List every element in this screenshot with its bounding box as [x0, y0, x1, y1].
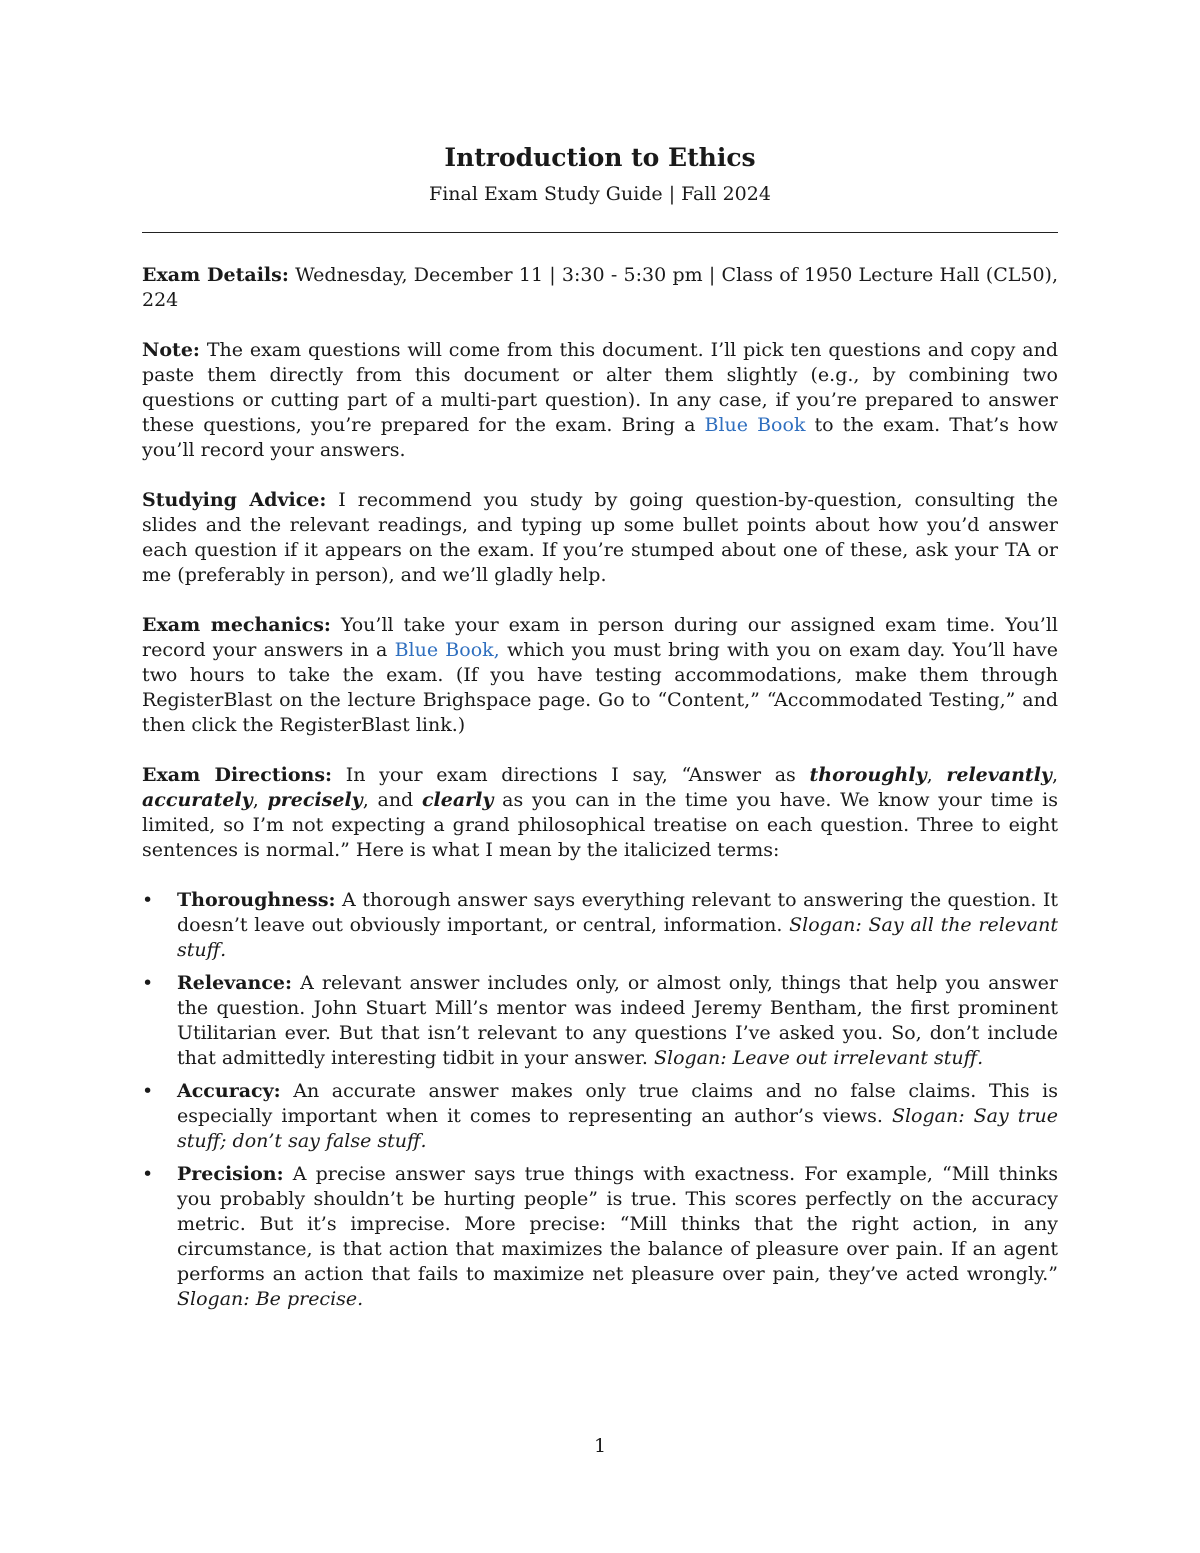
- term-separator: ,: [1051, 764, 1059, 786]
- criterion-text: A thorough answer says everything relevant to answering the question. It doesn’t leave out obviously important, or central, information.: [177, 889, 1058, 936]
- blue-book-link[interactable]: Blue Book: [704, 414, 806, 436]
- bullet-icon: •: [142, 972, 154, 994]
- exam-details-paragraph: [142, 263, 1058, 313]
- criterion-label: Thoroughness:: [177, 889, 336, 911]
- list-item: [142, 1079, 1058, 1154]
- term-relevantly: relevantly: [946, 764, 1052, 786]
- title-divider: [142, 232, 1058, 233]
- exam-mechanics-paragraph: [142, 613, 1058, 738]
- blue-book-link-2[interactable]: Blue Book,: [394, 639, 500, 661]
- exam-details-label: Exam Details:: [142, 264, 289, 286]
- exam-mechanics-text-end: which you must bring with you on exam day. You’ll have two hours to take the exam. (If you have testing accommodations, make them through RegisterBlast on the lecture Brighspace page. Go to “Content,” “Accommodated Testing,” and then click the RegisterBlast link.): [142, 639, 1059, 736]
- criterion-slogan: Slogan: Say all the relevant stuff.: [177, 914, 1059, 961]
- criterion-text: A relevant answer includes only, or almost only, things that help you answer the question. John Stuart Mill’s mentor was indeed Jeremy Bentham, the first prominent Utilitarian ever. But that isn’t relevant to any questions I’ve asked you. So, don’t include that admittedly interesting tidbit in your answer.: [177, 972, 1058, 1069]
- page-number: 1: [593, 1435, 607, 1457]
- criterion-slogan: Slogan: Leave out irrelevant stuff.: [653, 1047, 984, 1069]
- note-paragraph: [142, 338, 1058, 463]
- criterion-label: Precision:: [177, 1163, 284, 1185]
- criterion-text: An accurate answer makes only true claims and no false claims. This is especially important when it comes to representing an author’s views.: [177, 1080, 1058, 1127]
- exam-mechanics-label: Exam mechanics:: [142, 614, 331, 636]
- note-label: Note:: [142, 339, 200, 361]
- exam-directions-text-end: as you can in the time you have. We know your time is limited, so I’m not expecting a grand philosophical treatise on each question. Three to eight sentences is normal.” Here is what I mean by the italicized terms:: [142, 789, 1058, 861]
- page-content: [142, 140, 1058, 1320]
- studying-advice-text: I recommend you study by going question-by-question, consulting the slides and the relevant readings, and typing up some bullet points about how you’d answer each question if it appears on the exam. If you’re stumped about one of these, ask your TA or me (preferably in person), and we’ll gladly help.: [142, 489, 1058, 586]
- term-separator: ,: [252, 789, 259, 811]
- term-clearly: clearly: [421, 789, 494, 811]
- studying-advice-paragraph: [142, 488, 1058, 588]
- criterion-text: A precise answer says true things with exactness. For example, “Mill thinks you probably shouldn’t be hurting people” is true. This scores perfectly on the accuracy metric. But it’s imprecise. More precise: “Mill thinks that the right action, in any circumstance, is that action that maximizes the balance of pleasure over pain. If an agent performs an action that fails to maximize net pleasure over pain, they’ve acted wrongly.”: [177, 1163, 1058, 1285]
- exam-directions-text: In your exam directions I say, “Answer as: [345, 764, 796, 786]
- term-precisely: precisely: [267, 789, 363, 811]
- bullet-icon: •: [142, 1163, 154, 1185]
- note-text: The exam questions will come from this document. I’ll pick ten questions and copy and paste them directly from this document or alter them slightly (e.g., by combining two questions or cutting part of a multi-part question). In any case, if you’re prepared to answer these questions, you’re prepared for the exam. Bring a: [142, 339, 1058, 436]
- list-item: [142, 971, 1058, 1071]
- exam-directions-paragraph: [142, 763, 1058, 863]
- note-text-end: to the exam. That’s how you’ll record your answers.: [142, 414, 1058, 461]
- list-item: [142, 1162, 1058, 1312]
- list-item: [142, 888, 1058, 963]
- bullet-icon: •: [142, 1080, 154, 1102]
- document-subtitle: Final Exam Study Guide | Fall 2024: [429, 183, 771, 205]
- term-separator: , and: [362, 789, 414, 811]
- term-separator: ,: [926, 764, 933, 786]
- studying-advice-label: Studying Advice:: [142, 489, 327, 511]
- exam-mechanics-text: You’ll take your exam in person during our assigned exam time. You’ll record your answers in a: [142, 614, 1058, 661]
- exam-directions-label: Exam Directions:: [142, 764, 333, 786]
- term-accurately: accurately: [142, 789, 253, 811]
- criterion-label: Relevance:: [177, 972, 293, 994]
- term-thoroughly: thoroughly: [809, 764, 927, 786]
- bullet-icon: •: [142, 889, 154, 911]
- document-title: Introduction to Ethics: [444, 143, 756, 172]
- criteria-list: [142, 888, 1058, 1312]
- criterion-slogan: Slogan: Be precise.: [177, 1288, 364, 1310]
- criterion-label: Accuracy:: [177, 1080, 281, 1102]
- criterion-slogan: Slogan: Say true stuff; don’t say false stuff.: [177, 1105, 1058, 1152]
- exam-details-text: Wednesday, December 11 | 3:30 - 5:30 pm | Class of 1950 Lecture Hall (CL50), 224: [142, 264, 1058, 311]
